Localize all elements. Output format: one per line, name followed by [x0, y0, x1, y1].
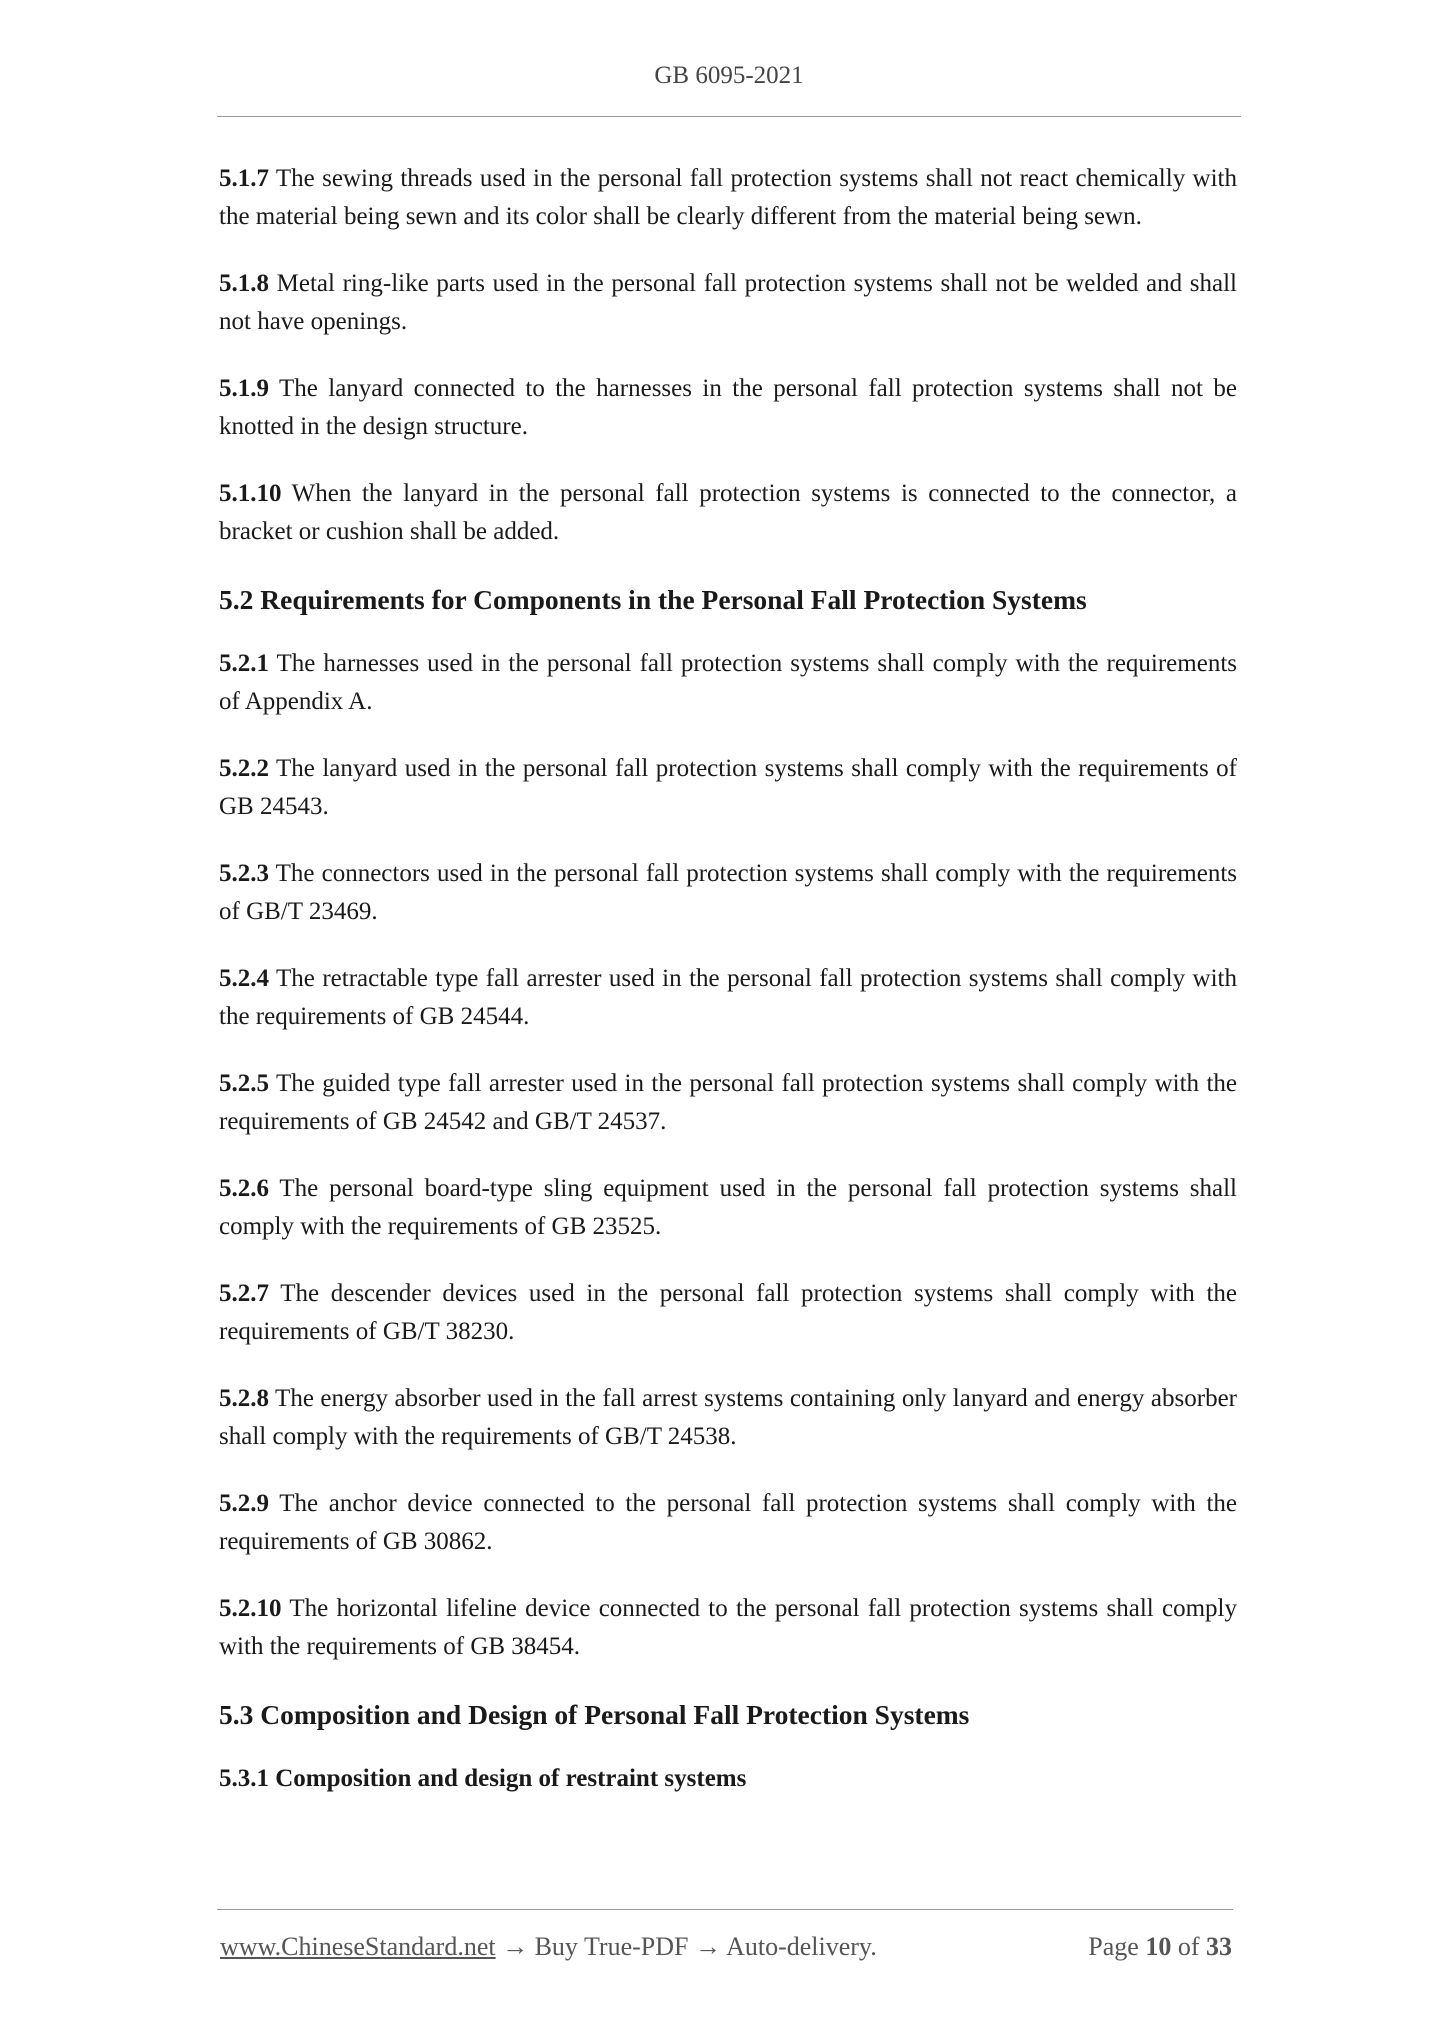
- clause-number: 5.2.2: [219, 755, 269, 782]
- clause-paragraph: [219, 1485, 1237, 1561]
- current-page: 10: [1145, 1932, 1172, 1961]
- section-heading: 5.2 Requirements for Components in the Personal Fall Protection Systems: [219, 584, 1087, 615]
- document-body: [219, 160, 1237, 1798]
- clause-paragraph: [219, 1380, 1237, 1456]
- clause-number: 5.1.9: [219, 375, 269, 402]
- clause-paragraph: [219, 1590, 1237, 1666]
- clause-number: 5.2.4: [219, 965, 269, 992]
- clause-text: The harnesses used in the personal fall protection systems shall comply with the requirements of Appendix A.: [219, 650, 1237, 715]
- clause-number: 5.2.3: [219, 860, 269, 887]
- arrow-right-icon: →: [695, 1932, 721, 1961]
- clause-number: 5.1.8: [219, 270, 269, 297]
- clause-paragraph: [219, 1170, 1237, 1246]
- clause-number: 5.2.9: [219, 1490, 269, 1517]
- delivery-text: Auto-delivery.: [726, 1932, 877, 1961]
- clause-paragraph: [219, 475, 1237, 551]
- clause-number: 5.2.7: [219, 1280, 269, 1307]
- section-heading: 5.3 Composition and Design of Personal Fall Protection Systems: [219, 1699, 970, 1730]
- chinesestandard-link[interactable]: www.ChineseStandard.net: [220, 1932, 496, 1961]
- clause-text: The retractable type fall arrester used in the personal fall protection systems shall comply with the requirements of GB 24544.: [219, 965, 1237, 1030]
- clause-number: 5.1.7: [219, 165, 269, 192]
- total-pages: 33: [1206, 1932, 1232, 1961]
- page-footer: [220, 1932, 1232, 1962]
- clause-paragraph: [219, 160, 1237, 236]
- arrow-right-icon: →: [502, 1932, 529, 1961]
- clause-paragraph: [219, 265, 1237, 341]
- clause-text: The energy absorber used in the fall arrest systems containing only lanyard and energy absorber shall comply with the requirements of GB/T 24538.: [219, 1385, 1237, 1450]
- clause-text: The lanyard used in the personal fall protection systems shall comply with the requirements of GB 24543.: [219, 755, 1237, 820]
- clause-paragraph: [219, 1065, 1237, 1141]
- page-number: Page 10 of 33: [1088, 1932, 1232, 1961]
- subsection-heading: 5.3.1 Composition and design of restraint systems: [219, 1765, 747, 1792]
- clause-text: The connectors used in the personal fall protection systems shall comply with the requirements of GB/T 23469.: [219, 860, 1237, 925]
- clause-paragraph: [219, 855, 1237, 931]
- clause-number: 5.2.5: [219, 1070, 269, 1097]
- clause-number: 5.2.1: [219, 650, 269, 677]
- clause-paragraph: [219, 1275, 1237, 1351]
- header-divider: [217, 116, 1241, 117]
- clause-number: 5.2.8: [219, 1385, 269, 1412]
- clause-text: The anchor device connected to the personal fall protection systems shall comply with the requirements of GB 30862.: [219, 1490, 1237, 1555]
- clause-text: The lanyard connected to the harnesses in the personal fall protection systems shall not be knotted in the design structure.: [219, 375, 1237, 440]
- clause-text: The descender devices used in the personal fall protection systems shall comply with the requirements of GB/T 38230.: [219, 1280, 1237, 1345]
- footer-left: [220, 1932, 877, 1962]
- buy-pdf-text: Buy True-PDF: [534, 1932, 689, 1961]
- clause-text: Metal ring-like parts used in the personal fall protection systems shall not be welded and shall not have openings.: [219, 270, 1237, 335]
- clause-text: The guided type fall arrester used in the personal fall protection systems shall comply with the requirements of GB 24542 and GB/T 24537.: [219, 1070, 1237, 1135]
- clause-text: The sewing threads used in the personal fall protection systems shall not react chemically with the material being sewn and its color shall be clearly different from the material being sewn.: [219, 165, 1237, 230]
- clause-text: The personal board-type sling equipment used in the personal fall protection systems shall comply with the requirements of GB 23525.: [219, 1175, 1237, 1240]
- clause-number: 5.1.10: [219, 480, 282, 507]
- clause-paragraph: [219, 645, 1237, 721]
- footer-divider: [217, 1909, 1233, 1910]
- clause-paragraph: [219, 960, 1237, 1036]
- page-header-title: GB 6095-2021: [654, 62, 804, 89]
- clause-text: When the lanyard in the personal fall protection systems is connected to the connector, a bracket or cushion shall be added.: [219, 480, 1237, 545]
- clause-number: 5.2.6: [219, 1175, 269, 1202]
- clause-text: The horizontal lifeline device connected to the personal fall protection systems shall comply with the requirements of GB 38454.: [219, 1595, 1237, 1660]
- clause-number: 5.2.10: [219, 1595, 282, 1622]
- clause-paragraph: [219, 370, 1237, 446]
- clause-paragraph: [219, 750, 1237, 826]
